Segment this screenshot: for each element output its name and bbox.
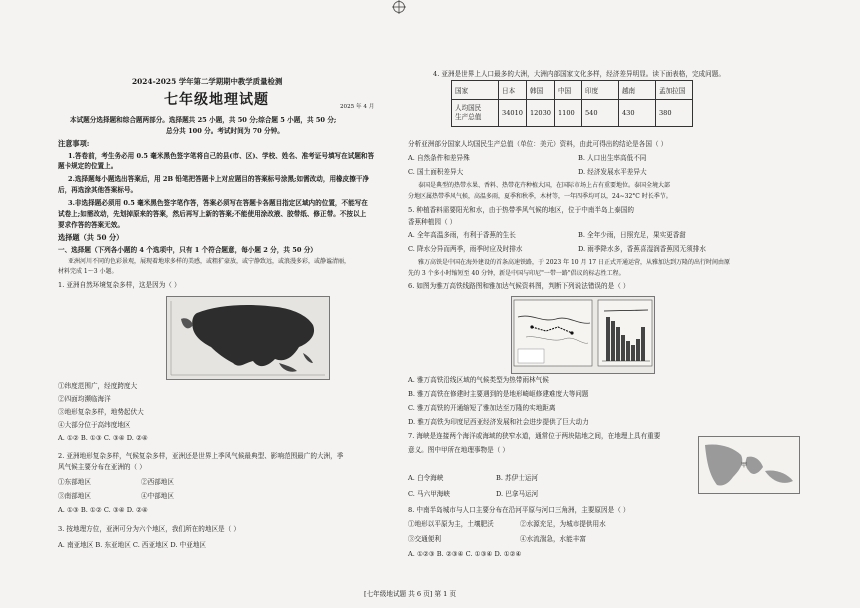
note-3c: 要求作答的答案无效。 (58, 221, 124, 229)
page-footer: [七年级地试题 共 6 页] 第 1 页 (364, 590, 457, 598)
table-cell: 540 (581, 100, 618, 127)
q5-stem-a: 5. 种植香料需要阳光和水，由于热带季风气候的地区，位于中南半岛上泰国的 (408, 206, 634, 214)
q5-opt-b: B. 全年少雨，日照充足，果实更香甜 (578, 231, 686, 239)
note-2b: 后，再选涂其他答案标号。 (58, 186, 138, 194)
table-cell: 中国 (554, 81, 581, 100)
q5-passage-1: 泰国是典型的热带水果、香料、热带花卉种植大国，在国际市场上占有重要地位。泰国全境大部 (418, 182, 671, 189)
exam-date: 2025 年 4 月 (340, 104, 375, 110)
note-3a: 3.非选择题必须用 0.5 毫米黑色签字笔作答，答案必须写在答题卡各题目指定区域内的位置，不能写在 (68, 199, 368, 207)
intro-line-2: 总分共 100 分。考试时间为 70 分钟。 (166, 127, 284, 135)
svg-text:甲: 甲 (741, 462, 748, 469)
intro-line-1: 本试题分选择题和综合题两部分。选择题共 25 小题，共 50 分;综合题 5 小题，共 50 分; (70, 116, 337, 124)
page-title: 七年级地理试题 (164, 92, 269, 108)
q1-s2: ②四面均濒临海洋 (58, 395, 111, 403)
note-2a: 2.选择题每小题选出答案后，用 2B 铅笔把答题卡上对应题目的答案标号涂黑;如需改动，用橡皮擦干净 (68, 175, 370, 183)
q7-opt-b: B. 苏伊士运河 (496, 474, 539, 482)
strait-map-image (698, 436, 800, 494)
q5-opt-c: C. 降水分异而两季，雨季时应及时排水 (408, 245, 523, 253)
table-cell: 韩国 (526, 81, 554, 100)
q2-s3: ③南部地区 (58, 492, 91, 500)
q2-stem-a: 2. 亚洲地形复杂多样，气候复杂多样，亚洲还是世界上季风气候最典型、影响范围最广的大洲，季 (58, 452, 344, 460)
q5-opt-a: A. 全年高温多雨，有利于香蕉的生长 (408, 231, 516, 239)
q8-s3: ③交通便利 (408, 535, 441, 543)
q2-s4: ④中部地区 (141, 492, 174, 500)
q6-opt-b: B. 雅万高铁在修建时主要遇到的是地形崎岖修建难度大等问题 (408, 390, 589, 398)
q2-stem-b: 风气候主要分布在亚洲的（ ） (58, 463, 146, 471)
row-label-b: 生产总值 (455, 113, 482, 121)
q2-s1: ①东部地区 (58, 478, 91, 486)
notes-heading: 注意事项: (58, 139, 90, 148)
table-cell: 1100 (554, 100, 581, 127)
q8-s4: ④水流湍急，水能丰富 (520, 535, 586, 543)
q2-options: A. ①③ B. ①② C. ③④ D. ②④ (58, 506, 148, 514)
part1-instructions: 一、选择题（下列各小题的 4 个选项中，只有 1 个符合题意，每小题 2 分，共 50 分） (58, 246, 317, 254)
q3-stem: 3. 按地理方位，亚洲可分为六个地区，我们所在的地区是（ ） (58, 525, 240, 533)
q6-opt-d: D. 雅万高铁为印度尼西亚经济发展和社会进步提供了巨大动力 (408, 418, 589, 426)
q5-opt-d: D. 雨季降水多，香蕉喜湿润香蕉园无须排水 (578, 245, 706, 253)
q4-opt-c: C. 国土面积差异大 (408, 168, 464, 176)
q8-s2: ②水源充足，为城市提供用水 (520, 520, 606, 528)
passage-line-1: 亚洲河川不同的色彩景观，展现着地球多样的美感，或粗犷豪放，或宁静致远，或浪漫多彩，或静谧清丽， (68, 258, 351, 265)
railway-map-icon (512, 297, 654, 373)
asia-map-image (166, 296, 330, 380)
q8-stem: 8. 中南半岛城市与人口主要分布在沿河平原与河口三角洲，主要原因是（ ） (408, 506, 630, 514)
table-cell: 日本 (499, 81, 527, 100)
asia-map-icon (167, 297, 329, 379)
q6-passage-1: 雅万高铁是中国在海外建设的首条高速铁路，于 2023 年 10 月 17 日正式开通运营，从雅加达到万隆的出行时间由原 (418, 259, 730, 266)
q3-options: A. 南亚地区 B. 东亚地区 C. 西亚地区 D. 中亚地区 (58, 541, 207, 549)
table-cell: 34010 (499, 100, 527, 127)
table-cell: 孟加拉国 (655, 81, 692, 100)
q4-stem-b: 分析亚洲部分国家人均国民生产总值（单位：美元）资料，由此可得出的结论是各国（ ） (408, 140, 668, 148)
q7-opt-c: C. 马六甲海峡 (408, 490, 450, 498)
q2-s2: ②西部地区 (141, 478, 174, 486)
q6-opt-c: C. 雅万高铁的开通缩短了雅加达至万隆的实地距离 (408, 404, 556, 412)
table-cell: 430 (618, 100, 655, 127)
table-cell: 国家 (452, 81, 499, 100)
note-3b: 试卷上;如需改动，先划掉原来的答案，然后再写上新的答案;不能使用涂改液、胶带纸、修正带。不按以上 (58, 210, 367, 218)
registration-mark (392, 0, 406, 14)
q1-options: A. ①② B. ①③ C. ③④ D. ②④ (58, 434, 148, 442)
q7-opt-a: A. 白令海峡 (408, 474, 444, 482)
table-cell (452, 100, 499, 127)
table-cell: 380 (655, 100, 692, 127)
row-label-a: 人均国民 (455, 104, 482, 112)
q7-stem-a: 7. 海峡是连接两个海洋或海域的狭窄水道，通常位于两块陆地之间，在地理上具有重要 (408, 432, 661, 440)
q6-stem: 6. 如图为雅万高铁线路图和雅加达气候资料图，判断下列说法错误的是（ ） (408, 282, 630, 290)
q4-opt-a: A. 自然条件和差异殊 (408, 154, 470, 162)
strait-map-icon (699, 437, 799, 493)
gdp-table (451, 80, 693, 127)
section-heading: 选择题（共 50 分） (58, 233, 124, 242)
q4-opt-d: D. 经济发展水平差异大 (578, 168, 647, 176)
railway-climate-figure (511, 296, 655, 374)
table-cell: 越南 (618, 81, 655, 100)
table-cell: 印度 (581, 81, 618, 100)
table-cell: 12030 (526, 100, 554, 127)
table-row (452, 81, 693, 100)
q7-stem-b: 意义。图中甲所在地理事物是（ ） (408, 446, 510, 454)
q4-stem-a: 4. 亚洲是世界上人口最多的大洲，大洲内部国家文化多样，经济差异明显。读下面表格，完成问题。 (433, 70, 725, 78)
q8-options: A. ①②③ B. ②③④ C. ①③④ D. ①②④ (408, 550, 522, 558)
q7-opt-d: D. 巴拿马运河 (496, 490, 539, 498)
note-1b: 题卡规定的位置上。 (58, 162, 118, 170)
q1-s4: ④大部分位于高纬度地区 (58, 421, 131, 429)
q6-opt-a: A. 雅万高铁沿线区域的气候类型为热带雨林气候 (408, 376, 549, 384)
q1-stem: 1. 亚洲自然环境复杂多样，这是因为（ ） (58, 281, 181, 289)
passage-line-2: 材料完成 1～3 小题。 (58, 268, 118, 275)
q4-opt-b: B. 人口出生率高低不同 (578, 154, 647, 162)
note-1a: 1.答卷前，考生务必用 0.5 毫米黑色签字笔将自己的县(市、区)、学校、姓名、准考证号填写在试题和答 (68, 152, 375, 160)
exam-name: 2024-2025 学年第二学期期中教学质量检测 (132, 77, 283, 86)
q5-stem-b: 香蕉种植园（ ） (408, 218, 457, 226)
q1-s3: ③地形复杂多样，地势起伏大 (58, 408, 144, 416)
q6-passage-2: 先的 3 个多小时缩短至 40 分钟，新是中国与印尼"一带一路"倡议的标志性工程。 (408, 270, 625, 277)
q8-s1: ①地形以平原为主，土壤肥沃 (408, 520, 494, 528)
q1-s1: ①纬度范围广，经度跨度大 (58, 382, 138, 390)
table-row (452, 100, 693, 127)
q5-passage-2: 分地区属热带季风气候，高温多雨，夏季和秋季，木材等，一年四季均可以，24~32°C 时长季节。 (408, 193, 672, 200)
